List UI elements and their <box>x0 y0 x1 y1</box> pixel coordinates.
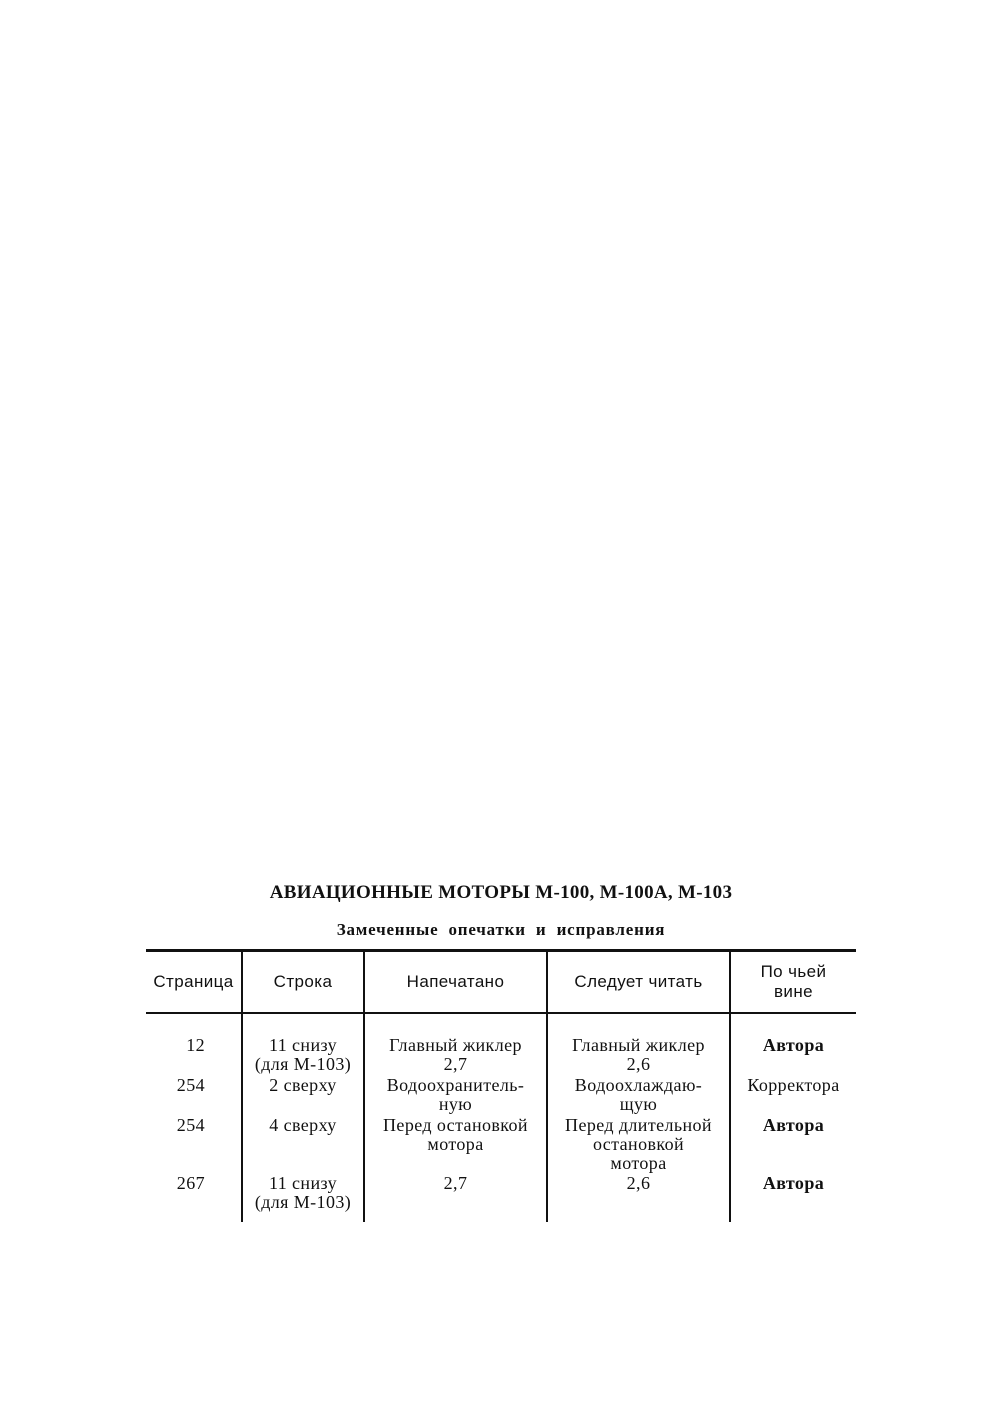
header-fault-line1: По чьей <box>760 962 827 981</box>
table-row <box>146 1174 856 1222</box>
row-fault: Автора <box>730 1116 856 1174</box>
row-printed <box>364 1036 547 1076</box>
row-fault: Автора <box>730 1036 856 1076</box>
row-should-read-text: Главный жиклер <box>572 1035 705 1055</box>
table-header-row <box>146 952 856 1013</box>
row-line <box>242 1036 364 1076</box>
row-line <box>242 1076 364 1116</box>
row-printed-text: Водоохранитель- <box>386 1075 525 1095</box>
row-should-read-text: Перед длительной <box>565 1115 712 1135</box>
row-should-read <box>547 1116 730 1174</box>
row-line-note: (для М-103) <box>254 1192 352 1212</box>
row-printed-value: 2,7 <box>443 1173 468 1193</box>
row-printed-text: Главный жиклер <box>389 1035 522 1055</box>
row-page-value: 254 <box>176 1075 205 1095</box>
row-should-read-text: Водоохлаждаю- <box>574 1075 703 1095</box>
row-printed-value: 2,7 <box>443 1054 468 1074</box>
row-printed <box>364 1076 547 1116</box>
table-row <box>146 1076 856 1116</box>
row-page <box>146 1116 242 1174</box>
row-page-value: 267 <box>176 1173 205 1193</box>
header-should-read: Следует читать <box>547 952 730 1013</box>
row-line <box>242 1174 364 1222</box>
row-line-text: 11 снизу <box>268 1173 338 1193</box>
row-fault: Автора <box>730 1174 856 1222</box>
row-printed <box>364 1116 547 1174</box>
row-fault: Корректора <box>730 1076 856 1116</box>
row-should-read <box>547 1036 730 1076</box>
row-printed-continuation: мотора <box>427 1134 484 1154</box>
errata-table <box>146 952 856 1222</box>
row-should-read-value: 2,6 <box>626 1054 651 1074</box>
row-page <box>146 1076 242 1116</box>
table-row <box>146 1036 856 1076</box>
document-subtitle: Замеченные опечатки и исправления <box>336 920 666 939</box>
row-page-value: 254 <box>176 1115 205 1135</box>
row-should-read-continuation: остановкой <box>592 1134 685 1154</box>
row-page-value: 12 <box>186 1035 205 1055</box>
row-page <box>146 1036 242 1076</box>
row-line-text: 4 сверху <box>269 1115 337 1135</box>
row-should-read <box>547 1076 730 1116</box>
header-fault <box>730 952 856 1013</box>
row-should-read-continuation: щую <box>619 1094 658 1114</box>
row-should-read-value: 2,6 <box>626 1173 651 1193</box>
row-line <box>242 1116 364 1174</box>
row-should-read-continuation: мотора <box>610 1153 667 1173</box>
row-should-read <box>547 1174 730 1222</box>
row-line-note: (для М-103) <box>254 1054 352 1074</box>
header-line: Строка <box>242 952 364 1013</box>
row-page <box>146 1174 242 1222</box>
errata-sheet <box>146 878 856 1222</box>
document-title: АВИАЦИОННЫЕ МОТОРЫ М-100, М-100А, М-103 <box>269 882 733 903</box>
row-printed-continuation: ную <box>438 1094 473 1114</box>
table-row <box>146 1116 856 1174</box>
header-page: Страница <box>146 952 242 1013</box>
header-printed: Напечатано <box>364 952 547 1013</box>
row-line-text: 11 снизу <box>268 1035 338 1055</box>
row-printed <box>364 1174 547 1222</box>
row-printed-text: Перед остановкой <box>383 1115 528 1135</box>
header-fault-line2: вине <box>774 982 813 1001</box>
row-line-text: 2 сверху <box>269 1075 337 1095</box>
table-spacer-row <box>146 1013 856 1036</box>
